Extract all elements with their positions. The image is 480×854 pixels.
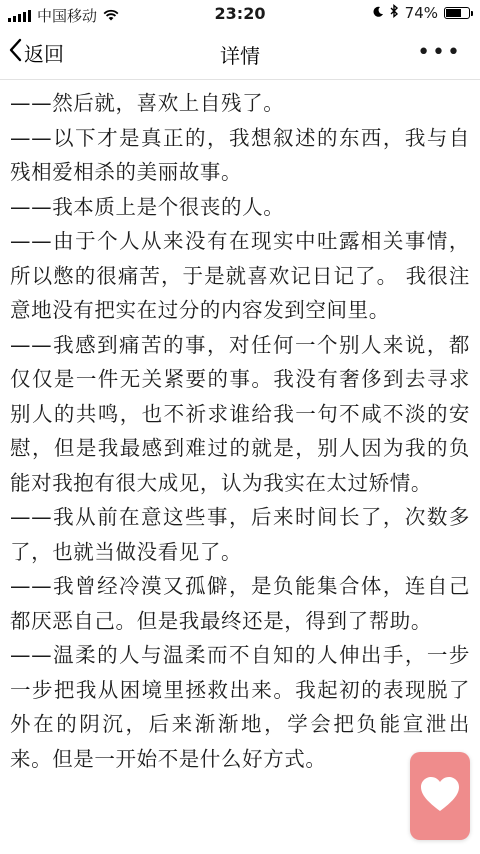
paragraph: ——以下才是真正的，我想叙述的东西，我与自残相爱相杀的美丽故事。 (10, 125, 470, 184)
status-bar (0, 0, 480, 28)
back-label: 返回 (24, 42, 64, 66)
paragraph: ——我曾经冷漠又孤僻，是负能集合体，连自己都厌恶自己。但是我最终还是，得到了帮助。 (10, 574, 470, 633)
article-content[interactable] (0, 80, 480, 854)
status-time: 23:20 (214, 4, 266, 23)
status-right (372, 4, 470, 22)
page-title: 详情 (220, 44, 260, 68)
battery-percent: 74% (404, 4, 438, 22)
paragraph: ——我感到痛苦的事，对任何一个别人来说，都仅仅是一件无关紧要的事。我没有奢侈到去寻求别人的共鸣，也不祈求谁给我一句不咸不淡的安慰，但是我最感到难过的就是，别人因为我的负能对我抱有很大成见，认为我实在太过矫情。 (10, 332, 470, 495)
battery-icon (444, 7, 470, 19)
paragraph: ——温柔的人与温柔而不自知的人伸出手，一步一步把我从困境里拯救出来。我起初的表现脱了外在的阴沉，后来渐渐地，学会把负能宣泄出来。但是一开始不是什么好方式。 (10, 643, 470, 771)
paragraph: ——由于个人从来没有在现实中吐露相关事情，所以憋的很痛苦，于是就喜欢记日记了。 我很注意地没有把实在过分的内容发到空间里。 (10, 229, 470, 322)
moon-icon (372, 4, 384, 22)
paragraph: ——我从前在意这些事，后来时间长了，次数多了，也就当做没看见了。 (10, 505, 470, 564)
nav-bar (0, 28, 480, 80)
like-button[interactable] (410, 752, 470, 840)
paragraph: ——我本质上是个很丧的人。 (10, 194, 285, 219)
more-icon[interactable]: ••• (417, 40, 462, 65)
carrier-label: 中国移动 (37, 7, 98, 25)
heart-icon (418, 774, 462, 818)
battery-level (446, 9, 461, 17)
paragraph: ——然后就，喜欢上自残了。 (10, 91, 285, 115)
bluetooth-icon (390, 4, 399, 22)
